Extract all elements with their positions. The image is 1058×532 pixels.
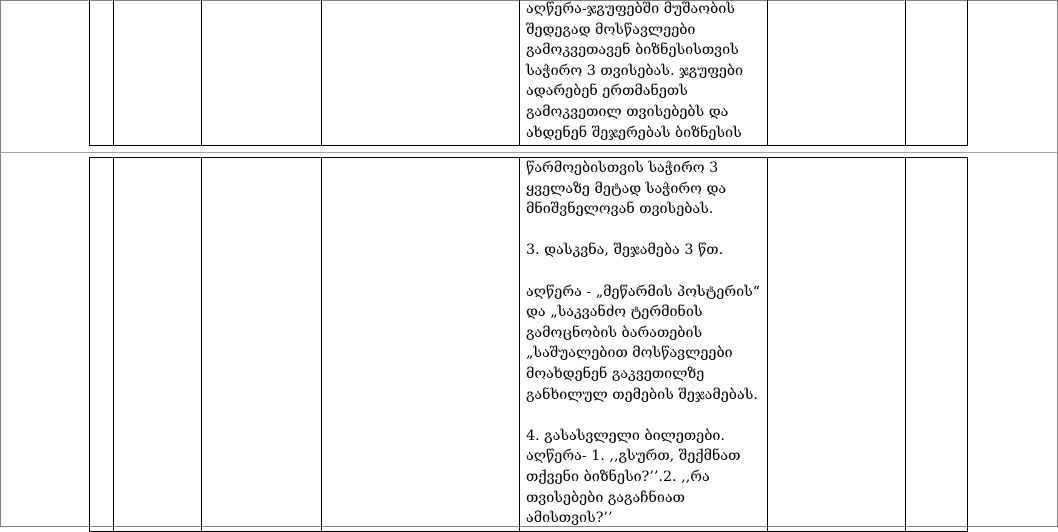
text-line: და „საკვანძო ტერმინის bbox=[526, 304, 703, 321]
text-line: შედეგად მოსწავლეები bbox=[526, 21, 696, 38]
paragraph bbox=[526, 158, 761, 220]
page-break-line bbox=[0, 152, 1058, 153]
paragraph bbox=[526, 426, 761, 529]
activity-description-cell bbox=[520, 0, 768, 146]
text-line: 4. გასასვლელი ბილეთები. bbox=[526, 427, 725, 444]
text-line: 3. დასკვნა, შეჯამება 3 წთ. bbox=[526, 242, 724, 259]
table-cell bbox=[768, 0, 906, 146]
activity-description-cell bbox=[520, 158, 768, 532]
text-line: გამოკვეთავენ ბიზნესისთვის bbox=[526, 42, 739, 59]
text-line: მოახდენენ გაკვეთილზე bbox=[526, 365, 705, 382]
text-line: განხილულ თემების შეჯამებას. bbox=[526, 386, 758, 403]
paragraph bbox=[526, 240, 761, 261]
table-cell bbox=[90, 158, 114, 532]
lesson-plan-table-top bbox=[89, 0, 968, 146]
table-cell bbox=[768, 158, 906, 532]
table-cell bbox=[114, 158, 202, 532]
table-cell bbox=[90, 0, 114, 146]
table-cell bbox=[906, 0, 968, 146]
text-line: ამისთვის?’’ bbox=[526, 510, 613, 527]
text-line: აღწერა- 1. ,,გსურთ, შექმნათ bbox=[526, 448, 741, 465]
table-cell bbox=[322, 158, 520, 532]
table-cell bbox=[906, 158, 968, 532]
table-cell bbox=[202, 0, 322, 146]
text-line: ადარებენ ერთმანეთს bbox=[526, 83, 688, 100]
text-line: თვისებები გაგაჩნიათ bbox=[526, 489, 685, 506]
paragraph bbox=[526, 282, 761, 406]
text-line: აღწერა - „მეწარმის პოსტერის“ bbox=[526, 283, 761, 300]
text-line: თქვენი ბიზნესი?’’.2. ,,რა bbox=[526, 468, 710, 485]
table-cell bbox=[322, 0, 520, 146]
text-line: „საშუალებით მოსწავლეები bbox=[526, 345, 733, 362]
table-cell bbox=[114, 0, 202, 146]
text-line: წარმოებისთვის საჭირო 3 bbox=[526, 160, 719, 176]
text-line: გამოკვეთილ თვისებებს და bbox=[526, 103, 729, 120]
table-cell bbox=[202, 158, 322, 532]
text-line: ყველაზე მეტად საჭირო და bbox=[526, 180, 727, 197]
text-line: მნიშვნელოვან თვისებას. bbox=[526, 201, 714, 218]
text-line: ახდენენ შეჯერებას ბიზნესის bbox=[526, 124, 742, 141]
text-line: აღწერა-ჯგუფებში მუშაობის bbox=[526, 1, 735, 17]
lesson-plan-table-bottom bbox=[89, 157, 968, 532]
text-line: გამოცნობის ბარათების bbox=[526, 324, 703, 341]
text-line: საჭირო 3 თვისებას. ჯგუფები bbox=[526, 62, 744, 79]
